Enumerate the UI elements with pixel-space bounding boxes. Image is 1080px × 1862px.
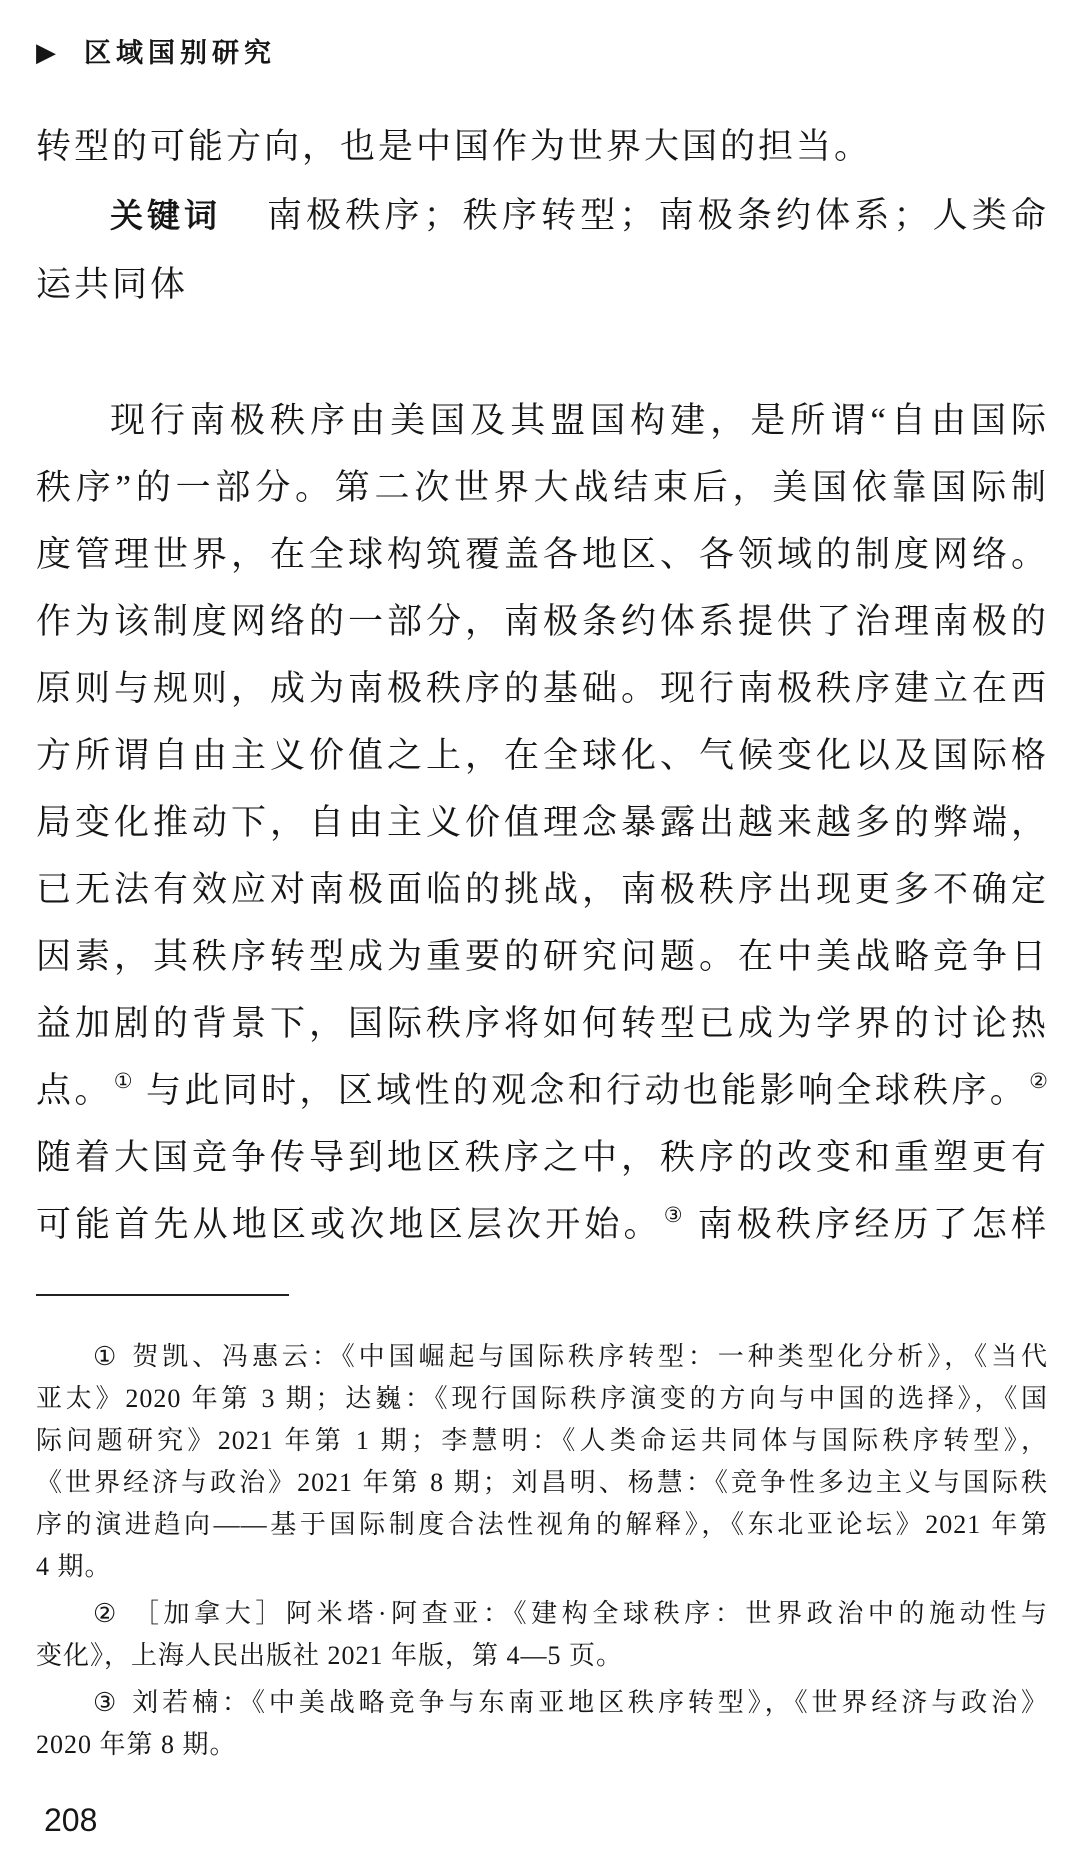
footnote — [36, 1593, 1048, 1677]
body-text: 点。 — [36, 1071, 113, 1110]
body-text: 已无法有效应对南极面临的挑战，南极秩序出现更多不确定 — [36, 870, 1048, 909]
body-text: 局变化推动下，自由主义价值理念暴露出越来越多的弊端， — [36, 803, 1048, 842]
running-header — [36, 32, 276, 76]
keywords-text-continued: 运共同体 — [36, 265, 189, 304]
footnote-text: ［加拿大］阿米塔·阿查亚：《建构全球秩序：世界政治中的施动性与 — [132, 1599, 1048, 1628]
body-text: 益加剧的背景下，国际秩序将如何转型已成为学界的讨论热 — [36, 1004, 1048, 1043]
body-line — [36, 387, 1048, 454]
body-text: 因素，其秩序转型成为重要的研究问题。在中美战略竞争日 — [36, 937, 1048, 976]
body-line — [36, 454, 1048, 521]
footnote-text: 亚太》2020 年第 3 期；达巍：《现行国际秩序演变的方向与中国的选择》，《国 — [36, 1384, 1048, 1413]
footnote-ref: ② — [1029, 1069, 1048, 1093]
body-text: 南极秩序经历了怎样 — [684, 1205, 1048, 1244]
footnote-rule — [36, 1294, 289, 1296]
footnote-line — [36, 1635, 1048, 1677]
body-text: 作为该制度网络的一部分，南极条约体系提供了治理南极的 — [36, 602, 1048, 641]
body-text: 原则与规则，成为南极秩序的基础。现行南极秩序建立在西 — [36, 669, 1048, 708]
footnote-marker: ③ — [93, 1688, 121, 1717]
body-line — [36, 923, 1048, 990]
section-title: 区域国别研究 — [84, 38, 276, 69]
footnote-text: 变化》，上海人民出版社 2021 年版，第 4—5 页。 — [36, 1641, 624, 1670]
footnote-line — [36, 1682, 1048, 1724]
body-text: 随着大国竞争传导到地区秩序之中，秩序的改变和重塑更有 — [36, 1138, 1048, 1177]
body-text-block — [36, 387, 1048, 1258]
body-text: 方所谓自由主义价值之上，在全球化、气候变化以及国际格 — [36, 736, 1048, 775]
body-text: 可能首先从地区或次地区层次开始。 — [36, 1205, 663, 1244]
body-text: 现行南极秩序由美国及其盟国构建，是所谓“自由国际 — [110, 401, 1048, 440]
body-line — [36, 789, 1048, 856]
footnote-line — [36, 1593, 1048, 1635]
body-text: 秩序”的一部分。第二次世界大战结束后，美国依靠国际制 — [36, 468, 1048, 507]
keywords-label: 关键词 — [110, 196, 221, 235]
footnote-line — [36, 1420, 1048, 1462]
page-number: 208 — [44, 1802, 98, 1838]
body-line — [36, 588, 1048, 655]
footnote-ref: ③ — [663, 1203, 685, 1227]
footnote-text: 序的演进趋向——基于国际制度合法性视角的解释》，《东北亚论坛》2021 年第 — [36, 1510, 1048, 1539]
footnote-line — [36, 1724, 1048, 1766]
footnote-text: 际问题研究》2021 年第 1 期；李慧明：《人类命运共同体与国际秩序转型》， — [36, 1426, 1048, 1455]
footnote-line — [36, 1462, 1048, 1504]
footnote — [36, 1336, 1048, 1588]
abstract-block — [36, 112, 1048, 319]
footnote-line — [36, 1336, 1048, 1378]
body-line — [36, 1191, 1048, 1258]
body-text: 与此同时，区域性的观念和行动也能影响全球秩序。 — [133, 1071, 1029, 1110]
keywords-text: 南极秩序；秩序转型；南极条约体系；人类命 — [267, 196, 1048, 235]
abstract-last-line: 转型的可能方向，也是中国作为世界大国的担当。 — [36, 127, 873, 166]
body-line — [36, 1057, 1048, 1124]
body-line — [36, 521, 1048, 588]
footnote-line — [36, 1546, 1048, 1588]
footnote-text: 2020 年第 8 期。 — [36, 1730, 237, 1759]
footnote-text: 贺凯、冯惠云：《中国崛起与国际秩序转型：一种类型化分析》，《当代 — [132, 1342, 1048, 1371]
body-line — [36, 1124, 1048, 1191]
footnote-text: 刘若楠：《中美战略竞争与东南亚地区秩序转型》，《世界经济与政治》 — [132, 1688, 1048, 1717]
keywords-line — [36, 181, 1048, 250]
footnotes — [36, 1336, 1048, 1766]
body-line — [36, 856, 1048, 923]
footnote-line — [36, 1378, 1048, 1420]
footnote-line — [36, 1504, 1048, 1546]
body-line — [36, 990, 1048, 1057]
footnote-text: 《世界经济与政治》2021 年第 8 期；刘昌明、杨慧：《竞争性多边主义与国际秩 — [36, 1468, 1048, 1497]
body-line — [36, 655, 1048, 722]
body-text: 度管理世界，在全球构筑覆盖各地区、各领域的制度网络。 — [36, 535, 1048, 574]
footnote-ref: ① — [113, 1069, 134, 1093]
body-line — [36, 722, 1048, 789]
section-arrow-icon: ▶ — [36, 38, 56, 68]
footnote-marker: ① — [93, 1342, 121, 1371]
footnote-text: 4 期。 — [36, 1552, 112, 1581]
footnote — [36, 1682, 1048, 1766]
footnote-marker: ② — [93, 1599, 121, 1628]
